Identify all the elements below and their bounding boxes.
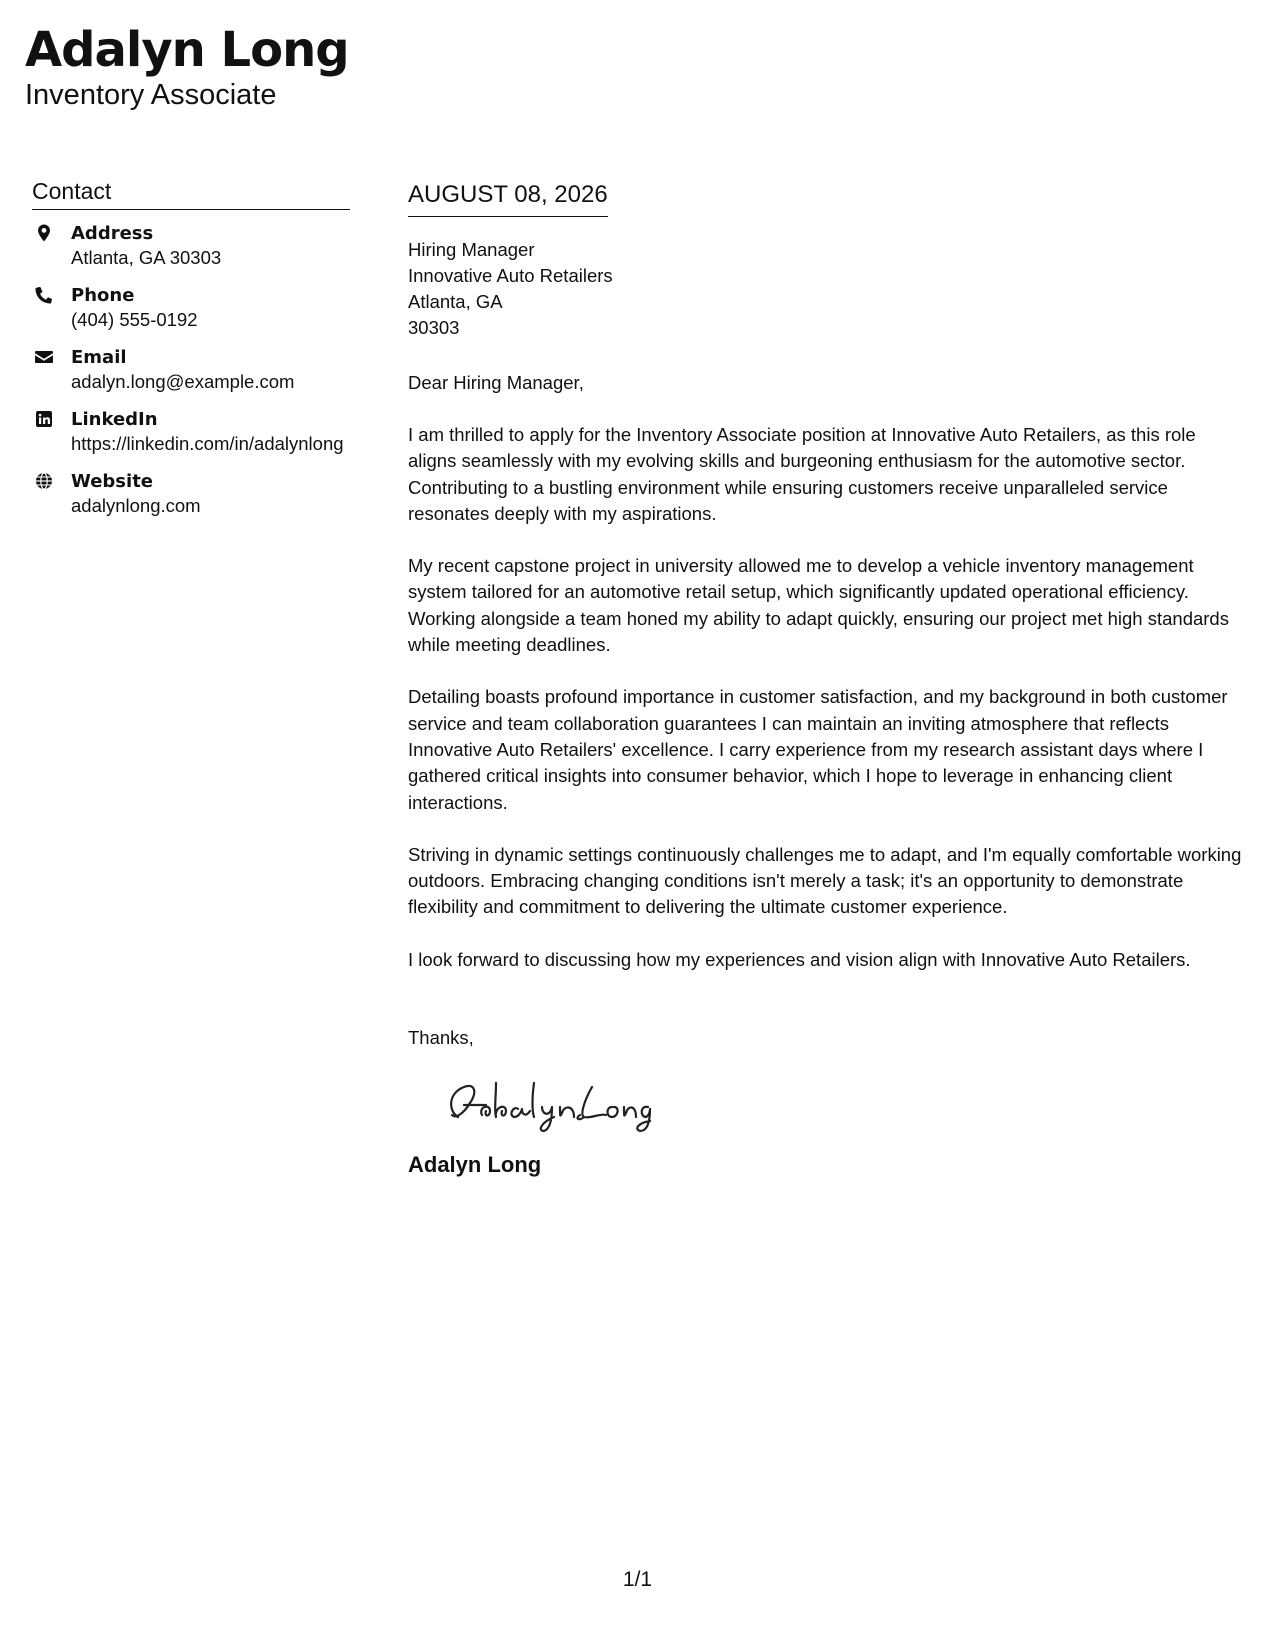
contact-label: Email xyxy=(71,347,127,368)
recipient-line: Hiring Manager xyxy=(408,239,535,260)
contact-item-website xyxy=(32,470,350,518)
contact-label: Website xyxy=(71,471,154,492)
linkedin-value[interactable]: https://linkedin.com/in/adalynlong xyxy=(71,433,344,454)
email-value[interactable]: adalyn.long@example.com xyxy=(71,371,295,392)
globe-icon xyxy=(34,471,54,491)
letter-date: AUGUST 08, 2026 xyxy=(408,180,608,217)
recipient-block xyxy=(408,237,1248,341)
contact-item-linkedin xyxy=(32,408,350,456)
page-number: 1/1 xyxy=(622,1568,653,1591)
signed-name: Adalyn Long xyxy=(408,1152,542,1178)
contact-label: Address xyxy=(71,223,154,244)
letter-paragraph: I look forward to discussing how my experiences and vision align with Innovative Auto Retailers. xyxy=(408,948,1191,970)
contact-label: Phone xyxy=(71,285,135,306)
contact-item-phone xyxy=(32,284,350,332)
applicant-title: Inventory Associate xyxy=(25,79,277,111)
letter-paragraph: Detailing boasts profound importance in customer satisfaction, and my background in both customer service and team collaboration guarantees I can maintain an inviting atmosphere that reflects Innovative Auto Retailers' excellence. I carry experience from my research assistant days where I gathered critical insights into consumer behavior, which I hope to leverage in enhancing client interactions. xyxy=(408,686,1228,813)
cover-letter-body xyxy=(408,180,1248,1179)
resume-header xyxy=(25,22,349,112)
contact-sidebar xyxy=(32,177,350,532)
handwritten-signature xyxy=(434,1071,654,1135)
linkedin-icon xyxy=(34,409,54,429)
letter-paragraph: I am thrilled to apply for the Inventory Associate position at Innovative Auto Retailers, as this role aligns seamlessly with my evolving skills and burgeoning enthusiasm for the automotive sector. Contributing to a bustling environment while ensuring customers receive unparalleled service resonates deeply with my aspirations. xyxy=(408,424,1196,524)
phone-icon xyxy=(34,285,54,305)
recipient-line: 30303 xyxy=(408,317,460,338)
letter-paragraph: Striving in dynamic settings continuously challenges me to adapt, and I'm equally comfortable working outdoors. Embracing changing conditions isn't merely a task; it's an opportunity to demonstrate flexibility and commitment to delivering the ultimate customer experience. xyxy=(408,843,1242,918)
recipient-line: Innovative Auto Retailers xyxy=(408,265,613,286)
contact-label: LinkedIn xyxy=(71,409,158,430)
letter-closing: Thanks, xyxy=(408,1027,474,1049)
recipient-line: Atlanta, GA xyxy=(408,291,503,312)
phone-value: (404) 555-0192 xyxy=(71,309,198,330)
website-value[interactable]: adalynlong.com xyxy=(71,495,201,516)
letter-paragraph: My recent capstone project in university allowed me to develop a vehicle inventory management system tailored for an automotive retail setup, which significantly updated operational efficiency. Working alongside a team honed my ability to adapt quickly, ensuring our project met high standards while meeting deadlines. xyxy=(408,555,1229,656)
contact-heading: Contact xyxy=(32,177,350,210)
map-pin-icon xyxy=(34,223,54,243)
contact-item-address xyxy=(32,222,350,270)
applicant-name: Adalyn Long xyxy=(25,22,349,78)
envelope-icon xyxy=(34,347,54,367)
contact-item-email xyxy=(32,346,350,394)
letter-greeting: Dear Hiring Manager, xyxy=(408,372,584,393)
address-value: Atlanta, GA 30303 xyxy=(71,247,222,268)
